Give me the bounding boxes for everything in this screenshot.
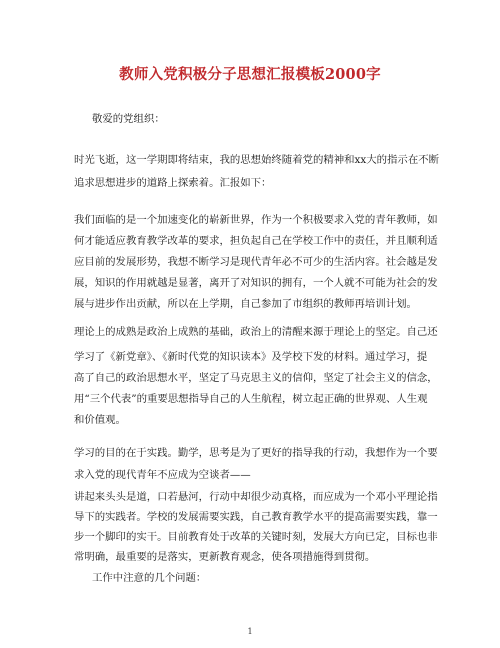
- page-number: 1: [247, 627, 253, 636]
- paragraph-3-line-1: 理论上的成熟是政治上成熟的基础，政治上的清醒来源于理论上的坚定。自己还: [74, 326, 438, 338]
- paragraph-5-line-4: 常明确，最重要的是落实，更新教育观念，使各项措施得到贯彻。: [74, 551, 376, 563]
- paragraph-5-line-2: 导下的实践者。学校的发展需要实践，自己教育教学水平的提高需要实践，靠一: [74, 511, 438, 523]
- paragraph-1-line-2: 追求思想进步的道路上探索着。汇报如下：: [74, 177, 272, 189]
- paragraph-5-line-3: 步一个脚印的实干。目前教育处于改革的关键时刻，发展大方向已定，目标也非: [74, 531, 438, 543]
- document-title: 教师入党积极分子思想汇报模板2000字: [119, 66, 381, 83]
- paragraph-3-line-5: 和价值观。: [74, 414, 126, 426]
- paragraph-2-line-5: 展与进步作出贡献，所以在上学期，自己参加了市组织的教师再培训计划。: [74, 298, 417, 310]
- subheading: 工作中注意的几个问题：: [92, 572, 207, 584]
- paragraph-3-line-3: 高了自己的政治思想水平，坚定了马克思主义的信仰，坚定了社会主义的信念，: [74, 372, 438, 384]
- paragraph-1-line-1: 时光飞逝，这一学期即将结束，我的思想始终随着党的精神和xx大的指示在不断: [74, 154, 439, 166]
- paragraph-4-line-2: 求入党的现代青年不应成为空谈者——: [74, 469, 251, 481]
- paragraph-2-line-3: 应目前的发展形势，我想不断学习是现代青年必不可少的生活内容。社会越是发: [74, 256, 438, 268]
- salutation: 敬爱的党组织：: [92, 113, 165, 125]
- paragraph-3-line-4: 用“三个代表”的重要思想指导自己的人生航程，树立起正确的世界观、人生观: [74, 393, 428, 405]
- paragraph-2-line-1: 我们面临的是一个加速变化的崭新世界，作为一个积极要求入党的青年教师，如: [74, 214, 438, 226]
- paragraph-2-line-4: 展，知识的作用就越是显著，离开了对知识的拥有，一个人就不可能为社会的发: [74, 277, 438, 289]
- paragraph-3-line-2: 学习了《新党章》、《新时代党的知识读本》及学校下发的材料。通过学习，提: [74, 351, 428, 363]
- paragraph-4-line-1: 学习的目的在于实践。勤学，思考是为了更好的指导我的行动，我想作为一个要: [74, 447, 438, 459]
- paragraph-5-line-1: 讲起来头头是道，口若悬河，行动中却很少动真格，而应成为一个邓小平理论指: [74, 491, 438, 503]
- paragraph-2-line-2: 何才能适应教育教学改革的要求，担负起自己在学校工作中的责任，并且顺利适: [74, 235, 438, 247]
